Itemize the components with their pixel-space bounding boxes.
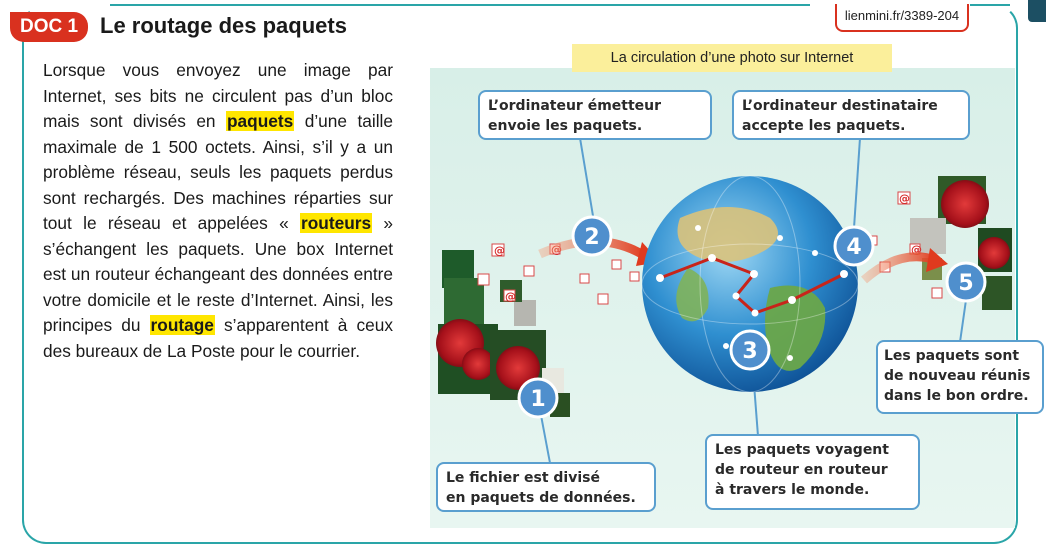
step-4-line1: L’ordinateur destinataire bbox=[742, 98, 938, 114]
highlight-routeurs: routeurs bbox=[300, 213, 372, 233]
svg-text:@: @ bbox=[911, 243, 922, 256]
step-5-circle bbox=[947, 263, 985, 301]
frame-top-line bbox=[110, 4, 810, 6]
step-1-bubble bbox=[436, 462, 656, 512]
text-part-2: d’une taille maximale de 1 500 octets. Ainsi, s’il y a un problème réseau, seuls les paquets perdus sont rechargés. Des machines réparties sur tout le réseau et appelées « bbox=[43, 111, 393, 233]
step-1-circle bbox=[519, 379, 557, 417]
figure-caption: La circulation d’une photo sur Internet bbox=[572, 44, 892, 72]
step-4-line2: accepte les paquets. bbox=[742, 118, 906, 134]
step-1-line2: en paquets de données. bbox=[446, 490, 636, 506]
lienmini-link[interactable]: lienmini.fr/3389-204 bbox=[835, 4, 969, 32]
svg-text:1: 1 bbox=[530, 387, 546, 412]
connector-line-4 bbox=[854, 138, 860, 228]
step-4-bubble bbox=[732, 90, 970, 140]
step-5-line2: de nouveau réunis bbox=[884, 368, 1031, 384]
svg-text:3: 3 bbox=[742, 339, 758, 364]
step-3-line2: de routeur en routeur bbox=[715, 462, 888, 478]
step-3-circle bbox=[731, 331, 769, 369]
doc-title: Le routage des paquets bbox=[100, 13, 347, 38]
svg-text:4: 4 bbox=[846, 235, 862, 260]
step-2-line1: L’ordinateur émetteur bbox=[488, 98, 662, 114]
step-1-line1: Le fichier est divisé bbox=[446, 470, 600, 486]
svg-text:2: 2 bbox=[584, 225, 600, 250]
text-part-4: s’apparentent à ceux des bureaux de La Poste pour le courrier. bbox=[43, 315, 393, 361]
svg-text:@: @ bbox=[551, 243, 562, 256]
step-2-bubble bbox=[478, 90, 712, 140]
step-3-line1: Les paquets voyagent bbox=[715, 442, 889, 458]
step-3-bubble bbox=[705, 434, 920, 510]
frame-top-line-right bbox=[970, 4, 1010, 6]
text-part-1: Lorsque vous envoyez une image par Internet, ses bits ne circulent pas d’un bloc mais sont divisés en bbox=[43, 60, 393, 131]
step-4-circle bbox=[835, 227, 873, 265]
step-5-line3: dans le bon ordre. bbox=[884, 388, 1029, 404]
svg-text:@: @ bbox=[899, 192, 910, 205]
highlight-paquets: paquets bbox=[227, 111, 294, 131]
step-5-bubble bbox=[876, 340, 1044, 414]
corner-tab bbox=[1028, 0, 1046, 22]
step-2-line2: envoie les paquets. bbox=[488, 118, 643, 134]
body-paragraph bbox=[43, 58, 393, 364]
svg-text:5: 5 bbox=[958, 271, 974, 296]
text-part-3: » s’échangent les paquets. Une box Internet est un routeur échangeant des données entre votre domicile et le reste d’Internet. Ainsi, les principes du bbox=[43, 213, 393, 335]
connector-line-5 bbox=[960, 300, 966, 342]
doc-badge: DOC 1 bbox=[10, 12, 88, 42]
svg-text:@: @ bbox=[494, 244, 505, 257]
highlight-routage: routage bbox=[150, 315, 214, 335]
step-2-circle bbox=[573, 217, 611, 255]
svg-text:@: @ bbox=[505, 290, 516, 303]
step-5-line1: Les paquets sont bbox=[884, 348, 1020, 364]
connector-line-2 bbox=[580, 138, 593, 216]
step-3-line3: à travers le monde. bbox=[715, 482, 870, 498]
